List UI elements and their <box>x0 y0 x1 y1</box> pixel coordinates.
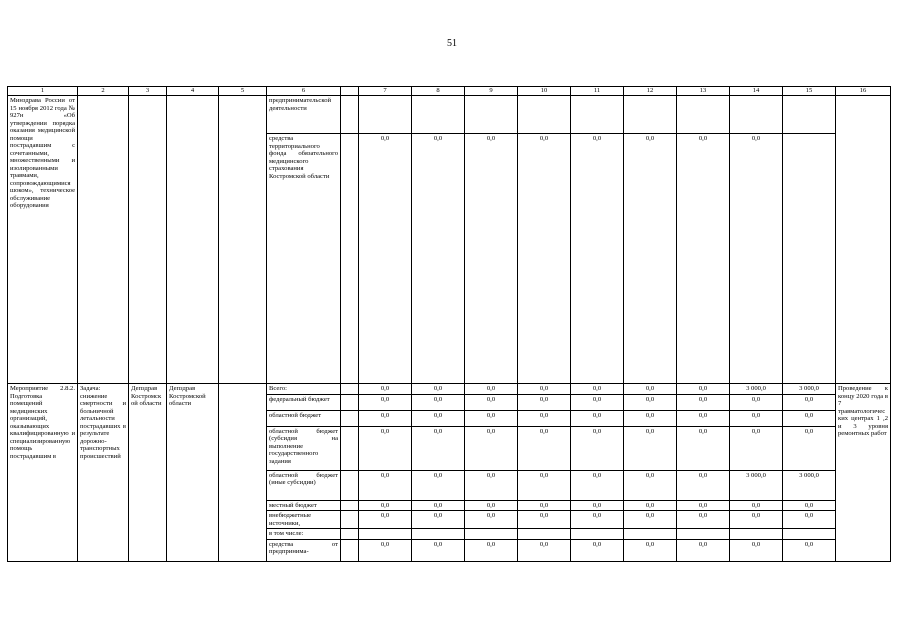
result-cell: Проведение к концу 2020 года в 7 травматологических центрах 1 ,2 и 3 уровня ремонтных работ <box>836 384 891 562</box>
value-cell: 0,0 <box>571 134 624 384</box>
header-cell: 4 <box>167 87 219 96</box>
value-cell <box>571 529 624 540</box>
spacer-cell <box>341 410 359 426</box>
value-cell: 0,0 <box>624 500 677 511</box>
coordinator-cell: Депздрав Костромской области <box>167 384 219 562</box>
funding-source-cell: внебюджетные источники, <box>267 511 341 529</box>
header-row <box>8 87 891 96</box>
header-cell: 12 <box>624 87 677 96</box>
table-row <box>8 384 891 395</box>
value-cell: 0,0 <box>359 470 412 500</box>
header-cell: 2 <box>78 87 129 96</box>
header-cell: 13 <box>677 87 730 96</box>
spacer-cell <box>341 539 359 561</box>
spacer-cell <box>341 384 359 395</box>
header-cell: 10 <box>518 87 571 96</box>
value-cell: 3 000,0 <box>730 384 783 395</box>
value-cell: 0,0 <box>730 539 783 561</box>
value-cell: 0,0 <box>518 539 571 561</box>
value-cell: 0,0 <box>465 394 518 410</box>
spacer-cell <box>341 134 359 384</box>
value-cell: 0,0 <box>518 134 571 384</box>
value-cell: 0,0 <box>465 500 518 511</box>
value-cell <box>730 96 783 134</box>
value-cell: 0,0 <box>359 410 412 426</box>
value-cell: 0,0 <box>624 470 677 500</box>
spacer-cell <box>341 511 359 529</box>
value-cell: 0,0 <box>412 134 465 384</box>
value-cell: 0,0 <box>677 384 730 395</box>
value-cell: 0,0 <box>783 539 836 561</box>
value-cell: 0,0 <box>359 500 412 511</box>
funding-source-cell: средства от предпринима- <box>267 539 341 561</box>
value-cell <box>518 96 571 134</box>
funding-source-cell: Всего: <box>267 384 341 395</box>
funding-source-cell: предпринимательской деятельности <box>267 96 341 134</box>
value-cell: 0,0 <box>571 500 624 511</box>
spacer-cell <box>341 529 359 540</box>
value-cell: 0,0 <box>677 134 730 384</box>
value-cell: 0,0 <box>465 511 518 529</box>
spacer-cell <box>341 426 359 470</box>
value-cell: 0,0 <box>465 539 518 561</box>
value-cell: 0,0 <box>624 426 677 470</box>
value-cell <box>412 529 465 540</box>
funding-source-cell: областной бюджет (субсидия на выполнение государственного задания <box>267 426 341 470</box>
value-cell: 0,0 <box>412 384 465 395</box>
empty-cell <box>78 96 129 384</box>
value-cell: 0,0 <box>730 394 783 410</box>
value-cell: 3 000,0 <box>730 470 783 500</box>
value-cell: 0,0 <box>624 384 677 395</box>
value-cell <box>465 529 518 540</box>
header-cell: 8 <box>412 87 465 96</box>
header-cell <box>341 87 359 96</box>
value-cell: 0,0 <box>677 410 730 426</box>
header-cell: 1 <box>8 87 78 96</box>
value-cell <box>359 529 412 540</box>
value-cell: 0,0 <box>518 410 571 426</box>
value-cell <box>359 96 412 134</box>
value-cell: 0,0 <box>571 511 624 529</box>
page-number: 51 <box>447 38 457 49</box>
funding-source-cell: средства территориального фонда обязательного медицинского страхования Костромской области <box>267 134 341 384</box>
funding-source-cell: местный бюджет <box>267 500 341 511</box>
value-cell: 0,0 <box>624 410 677 426</box>
value-cell: 0,0 <box>624 511 677 529</box>
value-cell: 0,0 <box>783 426 836 470</box>
spacer-cell <box>341 500 359 511</box>
value-cell: 0,0 <box>359 394 412 410</box>
value-cell: 0,0 <box>783 500 836 511</box>
value-cell: 0,0 <box>571 384 624 395</box>
value-cell: 0,0 <box>677 394 730 410</box>
value-cell: 0,0 <box>730 410 783 426</box>
value-cell: 0,0 <box>624 539 677 561</box>
header-cell: 15 <box>783 87 836 96</box>
funding-source-cell: в том числе: <box>267 529 341 540</box>
value-cell: 0,0 <box>359 539 412 561</box>
value-cell: 0,0 <box>677 511 730 529</box>
value-cell: 0,0 <box>518 511 571 529</box>
value-cell: 0,0 <box>412 511 465 529</box>
table-row <box>8 96 891 134</box>
measure-cell: Мероприятие 2.8.2. Подготовка помещений медицинских организаций, оказывающих квалифицированную и специализированную помощь пострадавшим в <box>8 384 78 562</box>
value-cell: 0,0 <box>518 426 571 470</box>
empty-cell <box>129 96 167 384</box>
value-cell: 0,0 <box>571 539 624 561</box>
header-cell: 9 <box>465 87 518 96</box>
value-cell: 0,0 <box>465 384 518 395</box>
measure-cell: Минздрава России от 15 ноября 2012 года № 927н «Об утверждении порядка оказания медицинской помощи пострадавшим с сочетанными, множественными и изолированными травмами, сопровождающимися шоком», техническое обслуживание оборудования <box>8 96 78 384</box>
value-cell: 0,0 <box>783 410 836 426</box>
value-cell <box>465 96 518 134</box>
value-cell: 0,0 <box>412 539 465 561</box>
header-cell: 7 <box>359 87 412 96</box>
header-cell: 3 <box>129 87 167 96</box>
value-cell: 0,0 <box>359 511 412 529</box>
value-cell: 0,0 <box>359 426 412 470</box>
program-table <box>7 86 891 562</box>
value-cell <box>677 96 730 134</box>
value-cell: 0,0 <box>412 470 465 500</box>
spacer-cell <box>341 470 359 500</box>
value-cell: 0,0 <box>359 384 412 395</box>
value-cell: 0,0 <box>624 394 677 410</box>
value-cell: 0,0 <box>677 539 730 561</box>
value-cell: 0,0 <box>571 394 624 410</box>
value-cell <box>571 96 624 134</box>
value-cell: 3 000,0 <box>783 470 836 500</box>
value-cell: 0,0 <box>359 134 412 384</box>
value-cell: 0,0 <box>412 410 465 426</box>
value-cell <box>624 529 677 540</box>
value-cell <box>624 96 677 134</box>
value-cell: 0,0 <box>624 134 677 384</box>
value-cell: 0,0 <box>730 511 783 529</box>
value-cell <box>412 96 465 134</box>
value-cell <box>783 134 836 384</box>
value-cell: 0,0 <box>677 500 730 511</box>
value-cell: 0,0 <box>412 394 465 410</box>
value-cell <box>783 96 836 134</box>
header-cell: 16 <box>836 87 891 96</box>
value-cell: 0,0 <box>465 470 518 500</box>
funding-source-cell: областной бюджет <box>267 410 341 426</box>
value-cell: 0,0 <box>465 426 518 470</box>
task-cell: Задача: снижение смертности и больничной летальности пострадавших в результате дорожно-транспортных происшествий <box>78 384 129 562</box>
executor-cell: Депздрав Костромской области <box>129 384 167 562</box>
value-cell: 0,0 <box>518 470 571 500</box>
header-cell: 14 <box>730 87 783 96</box>
value-cell: 0,0 <box>730 500 783 511</box>
spacer-cell <box>341 394 359 410</box>
value-cell: 0,0 <box>677 426 730 470</box>
value-cell <box>518 529 571 540</box>
value-cell: 0,0 <box>783 511 836 529</box>
value-cell <box>783 529 836 540</box>
value-cell: 0,0 <box>783 394 836 410</box>
value-cell: 0,0 <box>465 134 518 384</box>
empty-cell <box>167 96 219 384</box>
value-cell: 0,0 <box>730 426 783 470</box>
value-cell: 0,0 <box>412 500 465 511</box>
value-cell: 0,0 <box>412 426 465 470</box>
value-cell: 0,0 <box>677 470 730 500</box>
value-cell: 0,0 <box>465 410 518 426</box>
value-cell: 3 000,0 <box>783 384 836 395</box>
value-cell: 0,0 <box>571 426 624 470</box>
value-cell: 0,0 <box>571 410 624 426</box>
result-cell <box>836 96 891 384</box>
header-cell: 6 <box>267 87 341 96</box>
value-cell: 0,0 <box>518 394 571 410</box>
value-cell: 0,0 <box>518 384 571 395</box>
value-cell: 0,0 <box>518 500 571 511</box>
value-cell: 0,0 <box>730 134 783 384</box>
value-cell <box>677 529 730 540</box>
value-cell: 0,0 <box>571 470 624 500</box>
funding-source-cell: областной бюджет (иные субсидии) <box>267 470 341 500</box>
funding-source-cell: федеральный бюджет <box>267 394 341 410</box>
spacer-cell <box>341 96 359 134</box>
header-cell: 11 <box>571 87 624 96</box>
empty-cell <box>219 96 267 384</box>
value-cell <box>730 529 783 540</box>
empty-cell <box>219 384 267 562</box>
header-cell: 5 <box>219 87 267 96</box>
